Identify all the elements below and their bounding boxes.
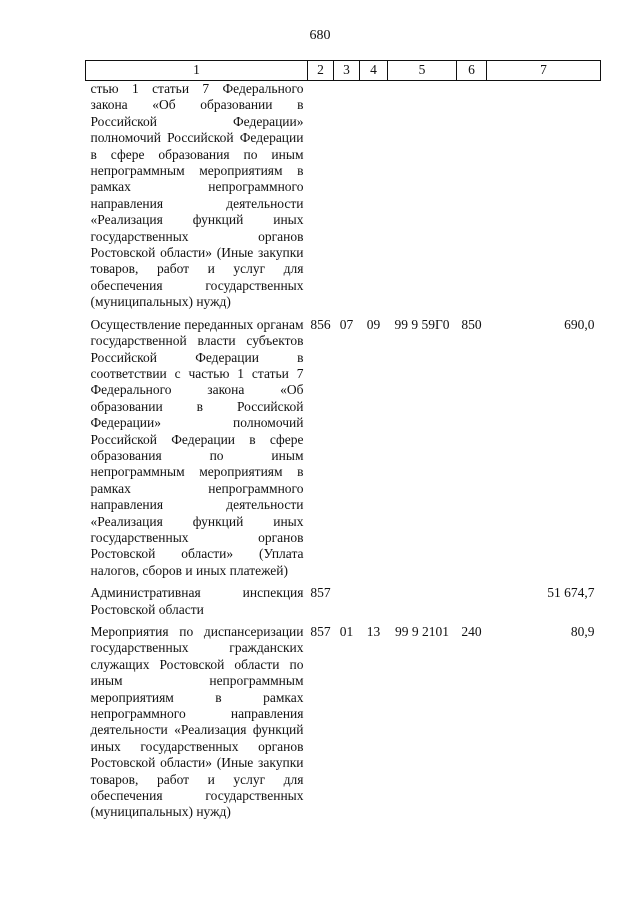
table-row bbox=[86, 81, 601, 317]
row-description: Мероприятия по диспансеризации государственных гражданских служащих Ростовской области по иным непрограммным мероприятиям в рамках непрограммного направления деятельности «Реализация функций иных государственных органов Ростовской области» (Иные закупки товаров, работ и услуг для обеспечения государственных (муниципальных) нужд) bbox=[90, 624, 304, 820]
section-code: 01 bbox=[339, 624, 354, 639]
expense-type-code bbox=[457, 585, 487, 624]
column-header-2: 2 bbox=[308, 61, 334, 81]
amount-value: 51 674,7 bbox=[547, 585, 595, 601]
subsection-code: 09 bbox=[366, 316, 381, 332]
section-code bbox=[334, 585, 360, 624]
row-description: стью 1 статьи 7 Федерального закона «Об образовании в Российской Федерации» полномочий Российской Федерации в сфере образования по иным непрограммным мероприятиям в рамках непрограммного направления деятельности «Реализация функций иных государственных органов Ростовской области» (Иные закупки товаров, работ и услуг для обеспечения государственных (муниципальных) нужд) bbox=[90, 81, 304, 310]
amount-value bbox=[487, 81, 601, 317]
subsection-code bbox=[360, 585, 388, 624]
column-header-3: 3 bbox=[334, 61, 360, 81]
table-row bbox=[86, 624, 601, 827]
target-article-code bbox=[388, 585, 457, 624]
row-description: Осуществление переданных органам государственной власти субъектов Российской Федерации в соответствии с частью 1 статьи 7 Федерального закона «Об образовании в Российской Федерации» полномочий Российской Федерации в сфере образования по иным непрограммным мероприятиям в рамках непрограммного направления деятельности «Реализация функций иных государственных органов Ростовской области» (Уплата налогов, сборов и иных платежей) bbox=[90, 316, 304, 578]
table-row bbox=[86, 317, 601, 586]
row-description: Административная инспекция Ростовской области bbox=[90, 585, 304, 617]
column-header-1: 1 bbox=[86, 61, 308, 81]
ministry-code bbox=[308, 81, 334, 317]
page-number: 680 bbox=[309, 28, 331, 43]
target-article-code bbox=[388, 81, 457, 317]
subsection-code bbox=[360, 81, 388, 317]
ministry-code: 856 bbox=[310, 316, 331, 332]
column-header-6: 6 bbox=[457, 61, 487, 81]
budget-table bbox=[85, 60, 601, 827]
column-header-4: 4 bbox=[360, 61, 388, 81]
target-article-code: 99 9 59Г0 bbox=[394, 316, 450, 332]
amount-value: 690,0 bbox=[564, 316, 595, 332]
column-header-7: 7 bbox=[487, 61, 601, 81]
section-code bbox=[334, 81, 360, 317]
amount-value: 80,9 bbox=[570, 624, 595, 639]
column-header-5: 5 bbox=[388, 61, 457, 81]
table-row bbox=[86, 585, 601, 624]
ministry-code: 857 bbox=[310, 624, 331, 639]
expense-type-code: 850 bbox=[461, 316, 482, 332]
expense-type-code bbox=[457, 81, 487, 317]
ministry-code: 857 bbox=[310, 585, 331, 601]
expense-type-code: 240 bbox=[461, 624, 482, 639]
subsection-code: 13 bbox=[366, 624, 381, 639]
section-code: 07 bbox=[339, 316, 354, 332]
table-header-row bbox=[86, 61, 601, 81]
target-article-code: 99 9 2101 bbox=[395, 624, 449, 639]
